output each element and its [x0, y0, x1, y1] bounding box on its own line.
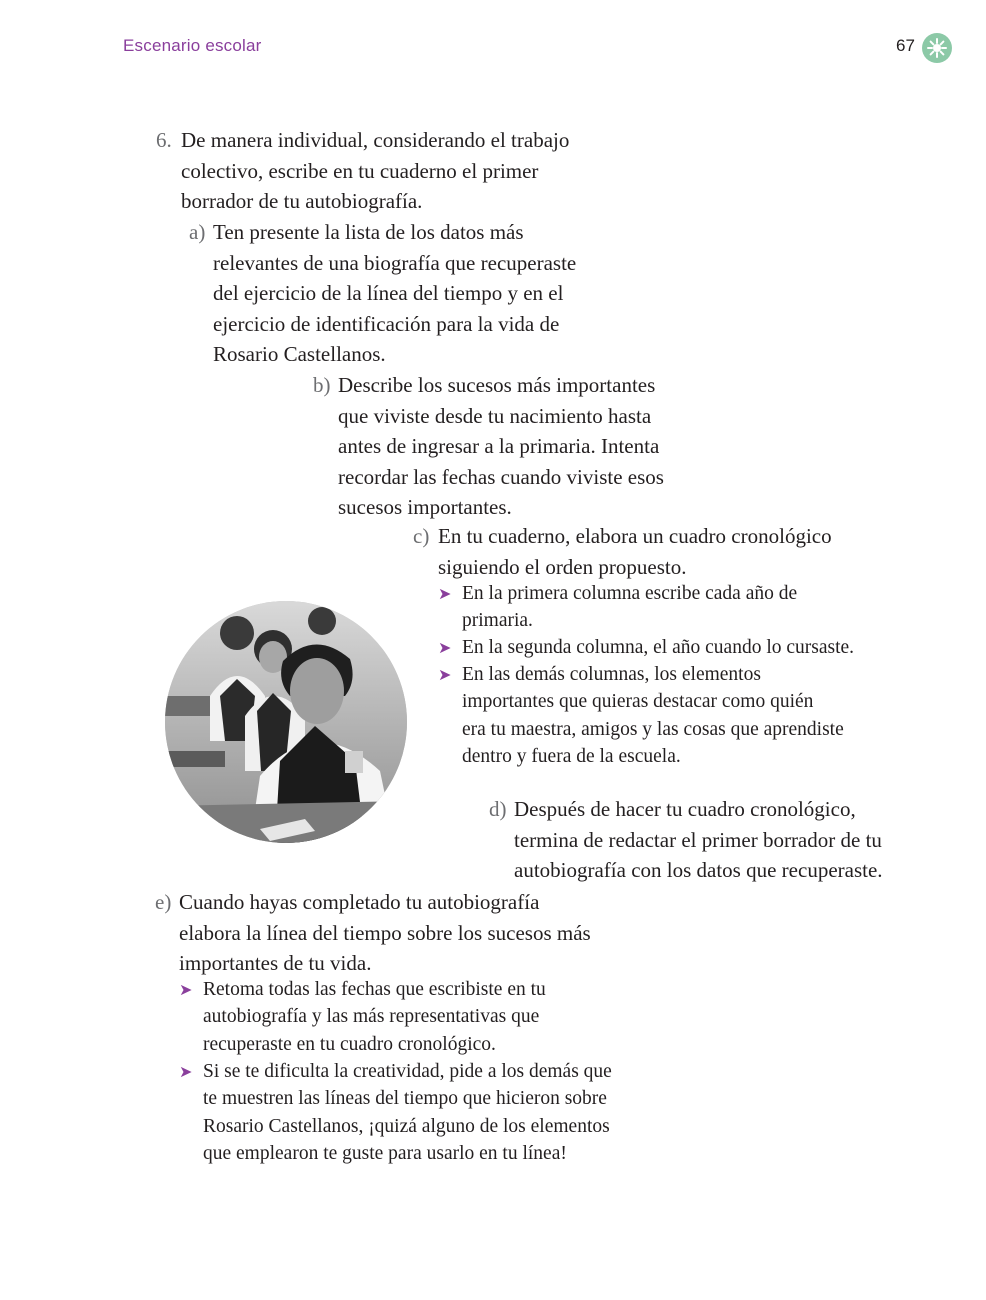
- item-c-text: [438, 521, 832, 582]
- text-line: primaria.: [462, 610, 533, 632]
- section-title: Escenario escolar: [123, 36, 262, 55]
- list-item: [462, 580, 797, 635]
- text-line: borrador de tu autobiografía.: [181, 189, 423, 213]
- text-line: era tu maestra, amigos y las cosas que aprendiste: [462, 718, 844, 740]
- text-line: que emplearon te guste para usarlo en tu línea!: [203, 1142, 567, 1164]
- text-line: En las demás columnas, los elementos: [462, 664, 761, 685]
- text-line: ejercicio de identificación para la vida de: [213, 311, 560, 336]
- text-line: sucesos importantes.: [338, 495, 512, 519]
- text-line: Rosario Castellanos, ¡quizá alguno de los elementos: [203, 1115, 610, 1137]
- text-line: En la primera columna escribe cada año de: [462, 583, 798, 604]
- item-d-marker: d): [489, 797, 507, 821]
- item-6-marker: 6.: [156, 128, 172, 152]
- text-line: De manera individual, considerando el trabajo: [181, 128, 570, 152]
- text-line: Describe los sucesos más importantes: [338, 373, 656, 397]
- text-line: relevantes de una biografía que recuperaste: [213, 250, 577, 275]
- text-line: importantes que quieras destacar como quién: [462, 691, 814, 713]
- text-line: autobiografía con los datos que recuperaste.: [514, 858, 883, 882]
- text-line: dentro y fuera de la escuela.: [462, 745, 681, 767]
- item-a-text: [213, 217, 576, 370]
- text-line: Si se te dificulta la creatividad, pide a los demás que: [203, 1061, 612, 1082]
- students-photo: [165, 601, 407, 843]
- text-line: siguiendo el orden propuesto.: [438, 554, 687, 579]
- item-a-marker: a): [189, 220, 206, 244]
- bullet-arrow-icon: ➤: [179, 982, 193, 999]
- text-line: antes de ingresar a la primaria. Intenta: [338, 434, 660, 458]
- text-line: importantes de tu vida.: [179, 951, 372, 975]
- text-line: Cuando hayas completado tu autobiografía: [179, 890, 540, 914]
- text-line: recordar las fechas cuando viviste esos: [338, 464, 664, 489]
- list-item: [462, 661, 844, 770]
- text-line: termina de redactar el primer borrador de tu: [514, 827, 882, 852]
- bullet-arrow-icon: ➤: [179, 1064, 193, 1081]
- text-line: Ten presente la lista de los datos más: [213, 220, 524, 244]
- text-line: Rosario Castellanos.: [213, 342, 386, 366]
- item-e-text: [179, 887, 591, 979]
- text-line: En tu cuaderno, elabora un cuadro cronológico: [438, 524, 832, 548]
- item-6-text: [181, 125, 569, 217]
- text-line: autobiografía y las más representativas que: [203, 1006, 540, 1028]
- list-item: [203, 1058, 612, 1167]
- item-b-text: [338, 370, 664, 523]
- text-line: Retoma todas las fechas que escribiste en tu: [203, 979, 546, 1000]
- page-number: 67: [896, 36, 915, 55]
- list-item: [203, 976, 546, 1058]
- bullet-arrow-icon: ➤: [438, 640, 452, 657]
- list-item: [462, 634, 854, 661]
- text-line: En la segunda columna, el año cuando lo cursaste.: [462, 637, 855, 658]
- text-line: recuperaste en tu cuadro cronológico.: [203, 1033, 496, 1055]
- item-c-marker: c): [413, 524, 430, 548]
- text-line: te muestren las líneas del tiempo que hicieron sobre: [203, 1088, 607, 1110]
- item-b-marker: b): [313, 373, 331, 397]
- text-line: del ejercicio de la línea del tiempo y en el: [213, 281, 564, 305]
- item-d-text: [514, 794, 883, 886]
- text-line: elabora la línea del tiempo sobre los sucesos más: [179, 920, 591, 945]
- bullet-arrow-icon: ➤: [438, 586, 452, 603]
- item-e-marker: e): [155, 890, 172, 914]
- text-line: colectivo, escribe en tu cuaderno el primer: [181, 158, 539, 183]
- text-line: que viviste desde tu nacimiento hasta: [338, 403, 652, 428]
- sun-flower-icon: [922, 33, 952, 63]
- bullet-arrow-icon: ➤: [438, 667, 452, 684]
- text-line: Después de hacer tu cuadro cronológico,: [514, 797, 856, 821]
